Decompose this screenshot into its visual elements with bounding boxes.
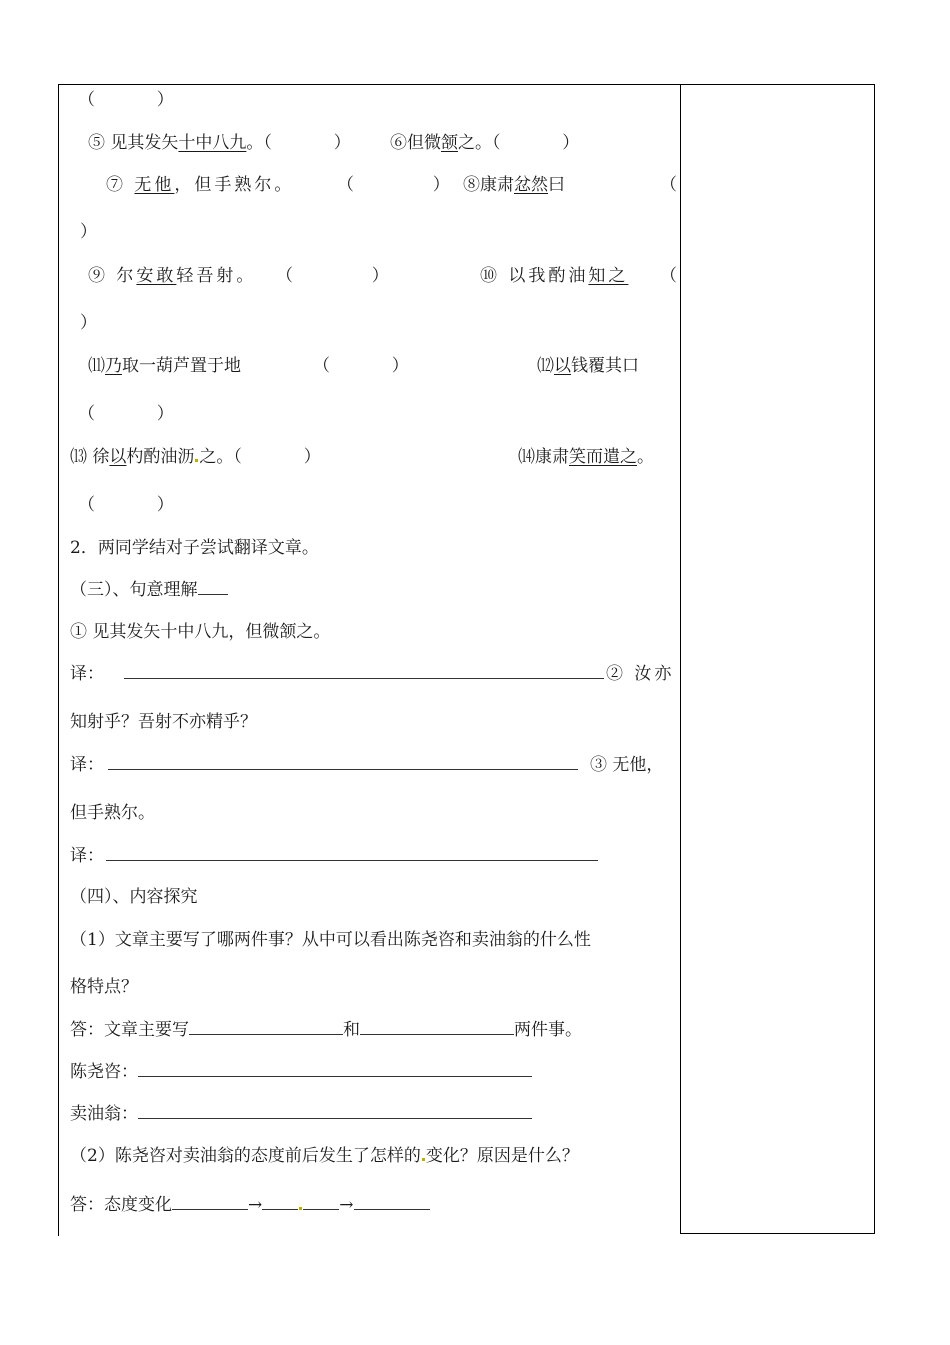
underlined-word: 无他: [134, 175, 175, 195]
item-text: 之。（ ）: [458, 133, 580, 153]
answer-label: 卖油翁：: [70, 1104, 138, 1124]
item-text: ⑩ 以我酌油: [480, 266, 589, 286]
item-text: 曰: [548, 175, 565, 195]
translation-label: 译：: [70, 755, 104, 775]
item-text: ⑦: [106, 175, 135, 195]
oil-seller-answer: [70, 1104, 532, 1124]
translation-blank[interactable]: [106, 846, 598, 861]
arrow: →: [248, 1195, 263, 1215]
translation-label: 译：: [70, 846, 104, 866]
item-8: [463, 175, 565, 195]
heading-blank: [198, 580, 228, 595]
table-right-border: [874, 84, 875, 1234]
answer-paren: （ ）: [313, 356, 409, 376]
answer-text: 答：态度变化: [70, 1195, 172, 1215]
item-11: [88, 356, 241, 376]
sentence-1: ① 见其发矢十中八九，但微颔之。: [70, 622, 331, 642]
answer-paren: （ ）: [276, 266, 389, 286]
item-text: 轻吾射。: [176, 266, 257, 286]
underlined-word: 知之: [588, 266, 629, 286]
item-12: [537, 356, 639, 376]
item-text: ⒀ 徐: [70, 447, 110, 467]
item-14: [518, 447, 654, 467]
underlined-word: 乃: [105, 356, 122, 376]
answer-paren: （ ）: [337, 175, 450, 195]
item-9: [88, 266, 256, 286]
answer-blank[interactable]: [262, 1195, 298, 1210]
item-6: [390, 133, 579, 153]
item-7: [106, 175, 294, 195]
table-left-border: [58, 84, 59, 1236]
underlined-word: 以: [554, 356, 571, 376]
translation-2: [70, 755, 578, 775]
item-text: 取一葫芦置于地: [122, 356, 241, 376]
section-4-heading: （四）、内容探究: [70, 887, 198, 907]
marker-dot: [422, 1158, 425, 1161]
answer-paren: （: [660, 175, 677, 195]
item-text: 之。（ ）: [199, 447, 321, 467]
answer-text: 两件事。: [514, 1020, 582, 1040]
underlined-word: 安敢: [136, 266, 177, 286]
translation-label: 译：: [70, 664, 104, 684]
item-text: ⑿: [537, 356, 554, 376]
answer-blank[interactable]: [354, 1195, 430, 1210]
answer-blank[interactable]: [138, 1104, 532, 1119]
marker-dot: [299, 1207, 302, 1210]
sentence-3-cont: 但手熟尔。: [70, 803, 155, 823]
answer-label: 陈尧咨：: [70, 1062, 138, 1082]
answer-paren: ）: [80, 222, 97, 242]
answer-blank[interactable]: [303, 1195, 339, 1210]
table-top-border: [58, 84, 875, 85]
underlined-word: 忿然: [514, 175, 548, 195]
item-text: ⑧康肃: [463, 175, 514, 195]
question-1: （1）文章主要写了哪两件事？从中可以看出陈尧咨和卖油翁的什么性: [70, 930, 591, 950]
answer-blank[interactable]: [189, 1020, 343, 1035]
question-2: [70, 1146, 579, 1166]
answer-paren: （ ）: [78, 495, 174, 515]
sentence-2-start: ② 汝亦: [606, 664, 675, 684]
item-text: ⑤ 见其发矢: [88, 133, 179, 153]
chen-yaozi-answer: [70, 1062, 532, 1082]
item-text: 杓酌油沥: [126, 447, 195, 467]
sentence-2-cont: 知射乎？吾射不亦精乎？: [70, 712, 257, 732]
answer-paren: ）: [80, 313, 97, 333]
item-text: ，但手熟尔。: [174, 175, 295, 195]
underlined-word: 以: [109, 447, 127, 467]
item-text: 。: [637, 447, 654, 467]
answer-1: [70, 1020, 582, 1040]
answer-2: [70, 1195, 430, 1215]
underlined-word: 笑而遣之: [569, 447, 637, 467]
item-text: 。（ ）: [246, 133, 351, 153]
answer-paren: （ ）: [78, 90, 174, 110]
underlined-word: 颔: [441, 133, 458, 153]
question-text: （2）陈尧咨对卖油翁的态度前后发生了怎样的: [70, 1146, 421, 1166]
item-10: [480, 266, 628, 286]
answer-paren: （: [660, 266, 677, 286]
section-3-heading: [70, 580, 228, 600]
arrow: →: [339, 1195, 354, 1215]
table-divider: [680, 84, 681, 1234]
answer-paren: （ ）: [78, 404, 174, 424]
item-text: ⑾: [88, 356, 105, 376]
question-text: 变化？原因是什么？: [425, 1146, 579, 1166]
translation-blank[interactable]: [124, 664, 604, 679]
answer-blank[interactable]: [138, 1062, 532, 1077]
item-text: 钱覆其口: [571, 356, 639, 376]
sentence-3-start: ③ 无他，: [590, 755, 664, 775]
translation-blank[interactable]: [108, 755, 578, 770]
item-text: ⑥但微: [390, 133, 441, 153]
marker-dot: [195, 459, 198, 462]
question-1-cont: 格特点？: [70, 977, 138, 997]
item-text: ⒁康肃: [518, 447, 569, 467]
answer-text: 答：文章主要写: [70, 1020, 189, 1040]
answer-blank[interactable]: [360, 1020, 514, 1035]
right-cell-bottom-border: [680, 1233, 875, 1234]
heading-text: （三）、句意理解: [70, 580, 198, 600]
item-13: [70, 447, 321, 467]
translation-1: [70, 664, 604, 684]
translation-3: [70, 846, 598, 866]
instruction-2: 2．两同学结对子尝试翻译文章。: [70, 538, 319, 558]
item-5: [88, 133, 351, 153]
answer-text: 和: [343, 1020, 360, 1040]
underlined-word: 十中八九: [178, 133, 247, 153]
answer-blank[interactable]: [172, 1195, 248, 1210]
item-text: ⑨ 尔: [88, 266, 137, 286]
